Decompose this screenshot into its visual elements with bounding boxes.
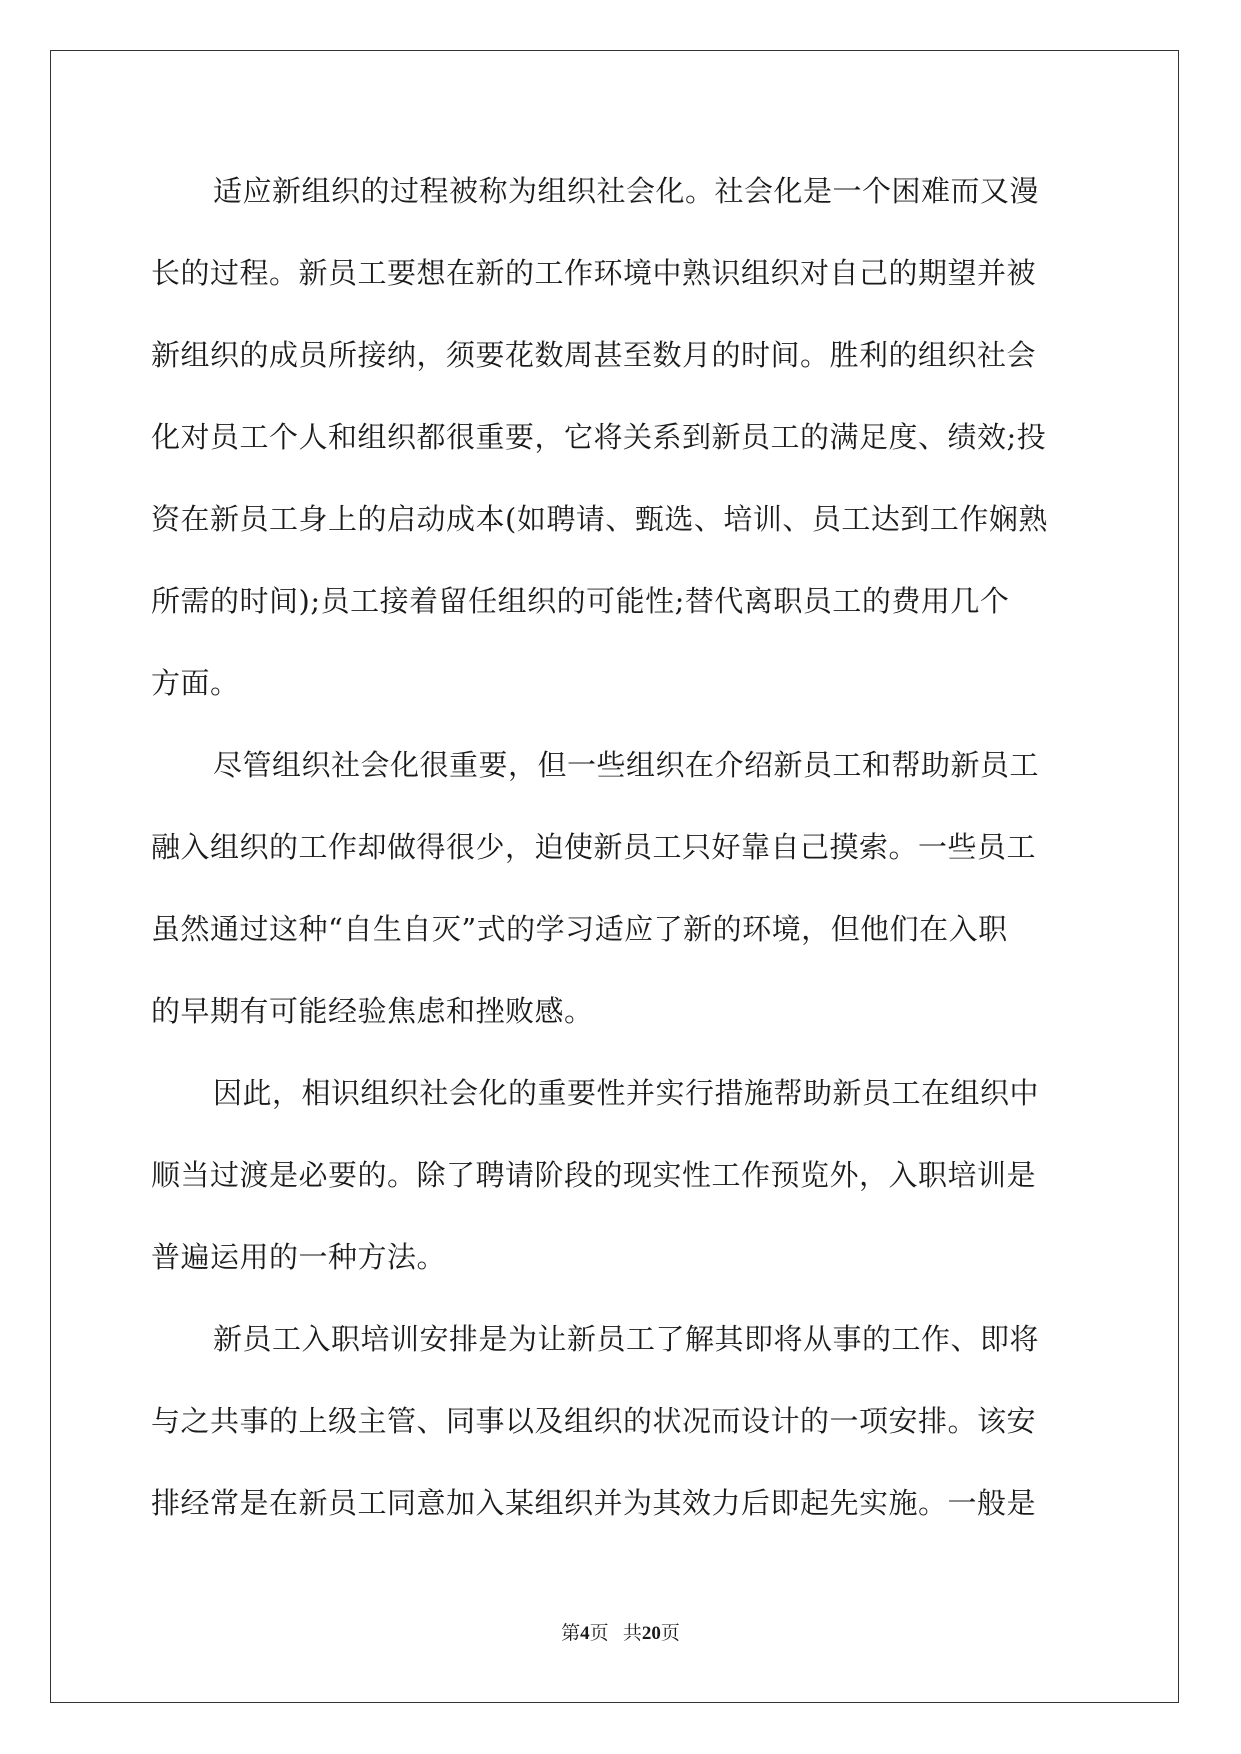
page-number: 4 (580, 1623, 590, 1644)
total-pages: 20 (641, 1623, 661, 1644)
page-prefix: 第 (561, 1623, 581, 1644)
page-footer (0, 1618, 1241, 1645)
total-suffix: 页 (660, 1623, 680, 1644)
text-line: 适应新组织的过程被称为组织社会化。社会化是一个困难而又漫 (213, 174, 1040, 208)
text-line: 资在新员工身上的启动成本(如聘请、甄选、培训、员工达到工作娴熟 (151, 502, 1048, 536)
text-line: 排经常是在新员工同意加入某组织并为其效力后即起先实施。一般是 (151, 1486, 1037, 1520)
text-line: 尽管组织社会化很重要，但一些组织在介绍新员工和帮助新员工 (213, 748, 1040, 782)
text-line: 融入组织的工作却做得很少，迫使新员工只好靠自己摸索。一些员工 (151, 830, 1037, 864)
document-body (151, 162, 1083, 1556)
text-line: 顺当过渡是必要的。除了聘请阶段的现实性工作预览外，入职培训是 (151, 1158, 1037, 1192)
text-line: 因此，相识组织社会化的重要性并实行措施帮助新员工在组织中 (213, 1076, 1040, 1110)
text-line: 虽然通过这种“自生自灭”式的学习适应了新的环境，但他们在入职 (151, 912, 1008, 946)
text-line: 与之共事的上级主管、同事以及组织的状况而设计的一项安排。该安 (151, 1404, 1037, 1438)
text-line: 新员工入职培训安排是为让新员工了解其即将从事的工作、即将 (213, 1322, 1040, 1356)
text-line: 新组织的成员所接纳，须要花数周甚至数月的时间。胜利的组织社会 (151, 338, 1037, 372)
text-line: 长的过程。新员工要想在新的工作环境中熟识组织对自己的期望并被 (151, 256, 1037, 290)
total-prefix: 共 (622, 1623, 642, 1644)
text-line: 的早期有可能经验焦虑和挫败感。 (151, 994, 594, 1028)
text-line: 方面。 (151, 666, 240, 700)
text-line: 所需的时间);员工接着留任组织的可能性;替代离职员工的费用几个 (151, 584, 1010, 618)
text-line: 化对员工个人和组织都很重要，它将关系到新员工的满足度、绩效;投 (151, 420, 1047, 454)
text-line: 普遍运用的一种方法。 (151, 1240, 447, 1274)
page-suffix: 页 (589, 1623, 609, 1644)
